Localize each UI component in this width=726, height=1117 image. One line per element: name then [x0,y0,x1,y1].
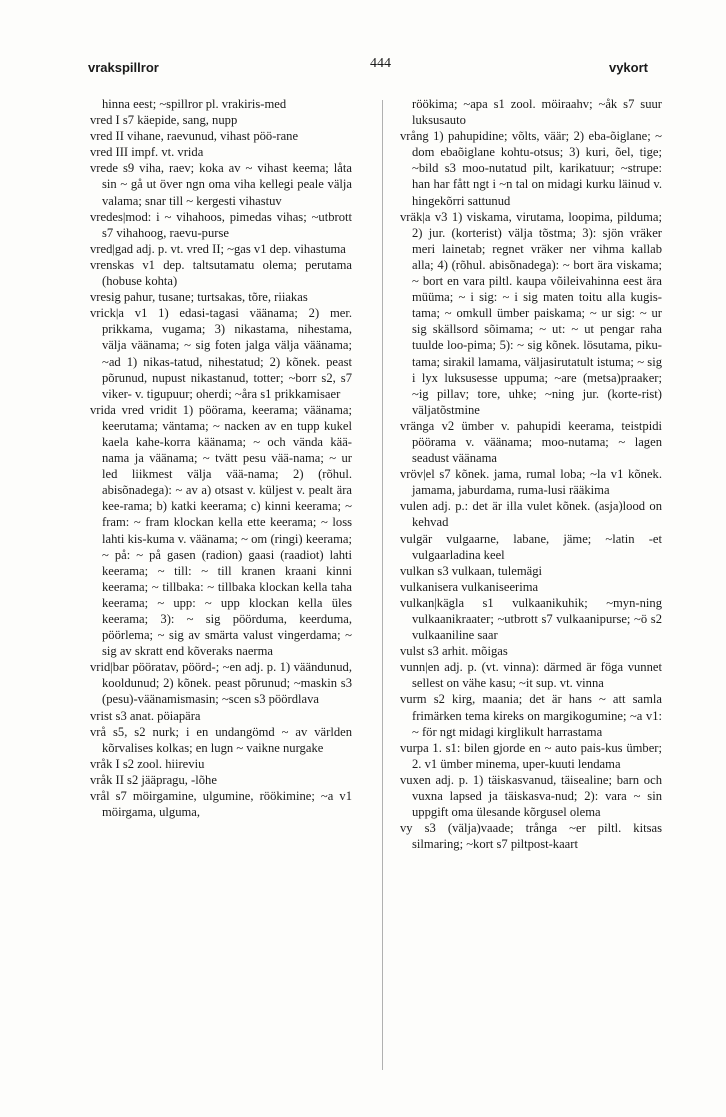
dictionary-entry: vrist s3 anat. pöiapära [90,708,201,723]
dictionary-entry: vrenskas v1 dep. taltsutamatu olema; perutama (hobuse kohta) [90,257,352,289]
column-divider [382,100,383,1070]
dictionary-entry: vräk|a v3 1) viskama, virutama, loopima, pilduma; 2) jur. (korterist) välja tõstma; 3): sjön vräker meri lainetab; regnet vräker ner vihma kallab alla; 4) (rõhul. abisõnadega): ~ bort ära viskama; ~ bort en vara piltl. kaupa võileivahinna eest ära müüma; ~ i sig: ~ i sig maten toitu alla kugis-tama; ~ omkull ümber paiskama; ~ ur sig: ~ ur sig skällsord sõimama; ~ ut: ~ ut pengar raha tuulde loo-pima; 5): ~ sig kõnek. lösutama, piku-tama; sirakil lamama, väljasirutatult istuma; ~ sig i lyx luksusesse uppuma; ~are (metsa)praaker; ~ig pillav; tore, uhke; ~ning jur. (korte-rist) väljatõstmine [400,209,662,417]
dictionary-entry: vredes|mod: i ~ vihahoos, pimedas vihas; ~utbrott s7 vihahoog, raevu-purse [90,209,352,240]
dictionary-entry: vulkanisera vulkaniseerima [400,579,539,594]
dictionary-entry: vurm s2 kirg, maania; det är hans ~ att samla frimärken tema kireks on margikogumine; ~a v1: ~ för ngt midagi kirglikult harrastama [400,692,662,739]
left-column [90,96,352,820]
dictionary-entry: vrång 1) pahupidine; võlts, väär; 2) eba-õiglane; ~ dom ebaõiglane kohtu-otsus; 3) kuri, õel, tige; ~bild s3 moo-nutatud pilt, karikatuur; ~strupe: han har fått ngt i ~n tal on midagi kurku läinud v. hingekõrri sattunud [400,129,662,208]
left-guide-word: vrakspillror [88,60,159,75]
dictionary-entry: vred I s7 käepide, sang, nupp [90,113,238,128]
dictionary-entry: vulkan s3 vulkaan, tulemägi [400,563,542,578]
dictionary-entry: vred II vihane, raevunud, vihast pöö-rane [90,129,299,144]
right-column [400,96,662,852]
dictionary-entry: vunn|en adj. p. (vt. vinna): därmed är föga vunnet sellest on vähe kasu; ~it sup. vt. vinna [400,660,662,691]
dictionary-entry: vrål s7 möirgamine, ulgumine, röökimine; ~a v1 möirgama, ulguma, [90,789,352,820]
dictionary-entry: vrick|a v1 1) edasi-tagasi väänama; 2) mer. prikkama, vugama; 3) nikastama, nihestama, välja väänama; ~ sig foten jalga välja väänama; ~ad 1) nikas-tatud, nihestatud; 2) kõnek. peast põrunud, nupust nikastanud, totter; ~borr s2, s7 viker- v. tigupuur; oherdi; ~åra s1 prikkamisaer [90,306,352,401]
dictionary-entry: vulgär vulgaarne, labane, jäme; ~latin -et vulgaarladina keel [400,531,662,562]
dictionary-entry: vresig pahur, tusane; turtsakas, tõre, riiakas [90,290,308,305]
dictionary-entry: vred|gad adj. p. vt. vred II; ~gas v1 dep. vihastuma [90,241,346,256]
dictionary-entry: vränga v2 ümber v. pahupidi keerama, teistpidi pöörama v. väänama; moo-nutama; ~ lagen seadust väänama [400,418,662,466]
page-number: 444 [370,56,391,71]
dictionary-entry: vrede s9 viha, raev; koka av ~ vihast keema; låta sin ~ gå ut över ngn oma viha kellegi peale välja valama; snar till ~ kergesti vihastuv [90,161,352,208]
dictionary-entry: vråk II s2 jääpragu, -lõhe [90,772,217,787]
page-header [88,56,648,78]
dictionary-entry: vurpa 1. s1: bilen gjorde en ~ auto pais-kus ümber; 2. v1 ümber minema, uper-kuuti lendama [400,740,662,771]
dictionary-entry: vulkan|kägla s1 vulkaanikuhik; ~myn-ning vulkaanikraater; ~utbrott s7 vulkaanipurse; ~ö s2 vulkaaniline saar [400,595,662,643]
right-guide-word: vykort [608,60,648,75]
dictionary-entry: hinna eest; ~spillror pl. vrakiris-med [102,97,287,111]
dictionary-entry: vrida vred vridit 1) pöörama, keerama; väänama; keerutama; väntama; ~ nacken av en tupp kukel kaela kahe-korra käänama; ~ och vända kää-nama ja väänama; ~ tvätt pesu vää-nama; ~ ur led liikmest välja vää-nama; 2) (rõhul. abisõnadega): ~ av a) otsast v. küljest v. pealt ära kee-rama; b) katki keerama; c) kinni keerama; ~ fram: ~ fram klockan kella ette keerama; ~ loss lahti kis-kuma v. väänama; ~ om (ringi) keerama; ~ på: ~ på gasen (radion) gaasi (raadiot) lahti keerama; ~ till: ~ till kranen kraani kinni keerama; ~ tillbaka: ~ tillbaka klockan kella taha keerama; ~ upp: ~ upp klockan kella üles keerama; 3): ~ sig pöörduma, keerduma, pöörlema; ~ sig av smärta valust vingerdama; ~ sig av skratt end kõveraks naerma [90,402,352,659]
dictionary-entry: vråk I s2 zool. hiireviu [90,756,205,771]
dictionary-entry: vred III impf. vt. vrida [90,145,204,160]
dictionary-entry: vröv|el s7 kõnek. jama, rumal loba; ~la v1 kõnek. jamama, jaburdama, ruma-lusi rääkima [400,467,662,498]
dictionary-entry: vulst s3 arhit. mõigas [400,644,508,659]
dictionary-entry: vrå s5, s2 nurk; i en undangömd ~ av världen kõrvalises kolkas; en lugn ~ vaikne nurgake [90,724,352,755]
dictionary-entry: vy s3 (välja)vaade; trånga ~er piltl. kitsas silmaring; ~kort s7 piltpost-kaart [400,821,662,852]
dictionary-entry: röökima; ~apa s1 zool. möiraahv; ~åk s7 suur luksusauto [412,97,662,128]
dictionary-entry: vrid|bar pööratav, pöörd-; ~en adj. p. 1) väändunud, kooldunud; 2) kõnek. peast põrunud; ~maskin s3 (pesu)-väänamismasin; ~scen s3 pöördlava [90,660,352,707]
dictionary-entry: vulen adj. p.: det är illa vulet kõnek. (asja)lood on kehvad [400,499,662,530]
dictionary-entry: vuxen adj. p. 1) täiskasvanud, täisealine; barn och vuxna lapsed ja täiskasva-nud; 2): vara ~ sin uppgift oma ülesande kõrgusel olema [400,772,662,820]
